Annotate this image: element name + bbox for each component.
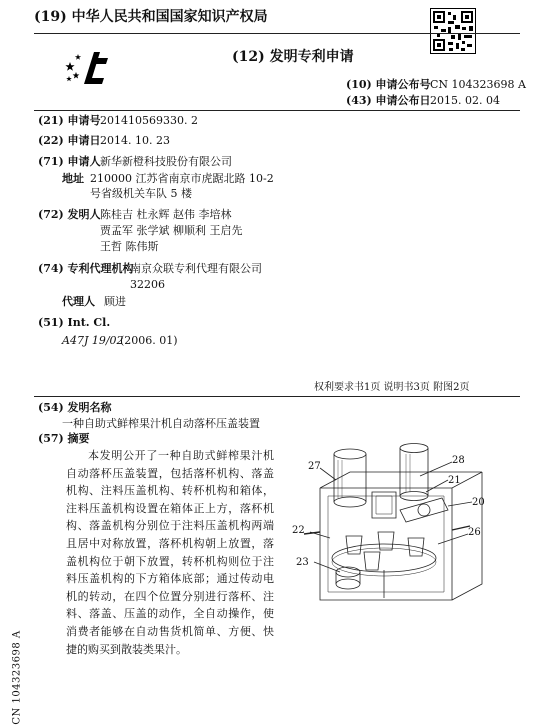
inventors-line-2: 贾孟军 张学斌 柳顺利 王启先 [100,224,243,237]
applicant: 新华新橙科技股份有限公司 [100,155,232,168]
header-rule-bottom [34,110,520,111]
inventors-label: (72) 发明人 [38,208,101,221]
side-code-text: CN 104323698 A [11,630,23,725]
intcl-label: (51) Int. Cl. [38,316,111,329]
app-no: 201410569330. 2 [100,114,198,127]
agent-label: 代理人 [62,295,95,308]
abstract-text: 本发明公开了一种自助式鲜榨果汁机自动落杯压盖装置，包括落杯机构、落盖机构、注料压盖机构、转杯机构和箱体，注料压盖机构设置在箱体正上方，落杯机构、落盖机构分别位于注料压盖机构两端且居中对称放置，落杯机构朝上放置，落盖机构位于朝下放置，转杯机构则位于注料压盖机构的下方箱体底部；通过传动电机的转动，在四个位置分别进行落杯、注料、落盖、压盖的动作，全自动操作，使消费者能够在自动售货机简单、方便、快捷的购买到散装类果汁。 [66,449,274,656]
address-line-1: 210000 江苏省南京市虎踞北路 10-2 [90,172,274,185]
document-type: (12) 发明专利申请 [232,49,354,65]
office-title: (19) 中华人民共和国国家知识产权局 [34,9,268,25]
inventors-line-1: 陈桂吉 杜永辉 赵伟 李培林 [100,208,232,221]
drawing-label-27: 27 [308,461,321,472]
abstract-label: (57) 摘要 [38,432,90,445]
drawing-label-28: 28 [452,455,465,466]
app-date-label: (22) 申请日 [38,134,101,147]
sipo-emblem-icon [64,48,112,92]
address-line-2: 号省级机关车队 5 楼 [90,187,192,200]
side-publication-code [2,630,23,725]
pub-date-label: (43) 申请公布日 [346,94,431,107]
address-label: 地址 [62,172,84,185]
header-rule-top [34,33,520,34]
pub-no-label: (10) 申请公布号 [346,78,431,91]
inventors-line-3: 王哲 陈伟斯 [100,240,159,253]
app-no-label: (21) 申请号 [38,114,101,127]
page-count: 权利要求书1页 说明书3页 附图2页 [314,382,470,393]
intcl-code: A47J 19/02 [62,334,124,347]
intcl-version: (2006. 01) [120,334,178,347]
title-label: (54) 发明名称 [38,401,112,414]
agency: 南京众联专利代理有限公司 [130,262,262,275]
drawing-label-22: 22 [292,525,305,536]
patent-drawing [292,440,492,614]
drawing-label-20: 20 [472,497,485,508]
agent: 顾进 [104,295,126,308]
drawing-label-23: 23 [296,557,309,568]
drawing-label-21: 21 [448,475,461,486]
drawing-label-26: 26 [468,527,481,538]
pages-rule [34,396,520,397]
invention-title: 一种自助式鲜榨果汁机自动落杯压盖装置 [62,417,260,430]
applicant-label: (71) 申请人 [38,155,101,168]
app-date: 2014. 10. 23 [100,134,170,147]
pub-date: 2015. 02. 04 [430,94,500,107]
agency-code: 32206 [130,278,165,291]
pub-no: CN 104323698 A [430,78,526,91]
qr-code [430,8,476,54]
agency-label: (74) 专利代理机构 [38,262,134,275]
